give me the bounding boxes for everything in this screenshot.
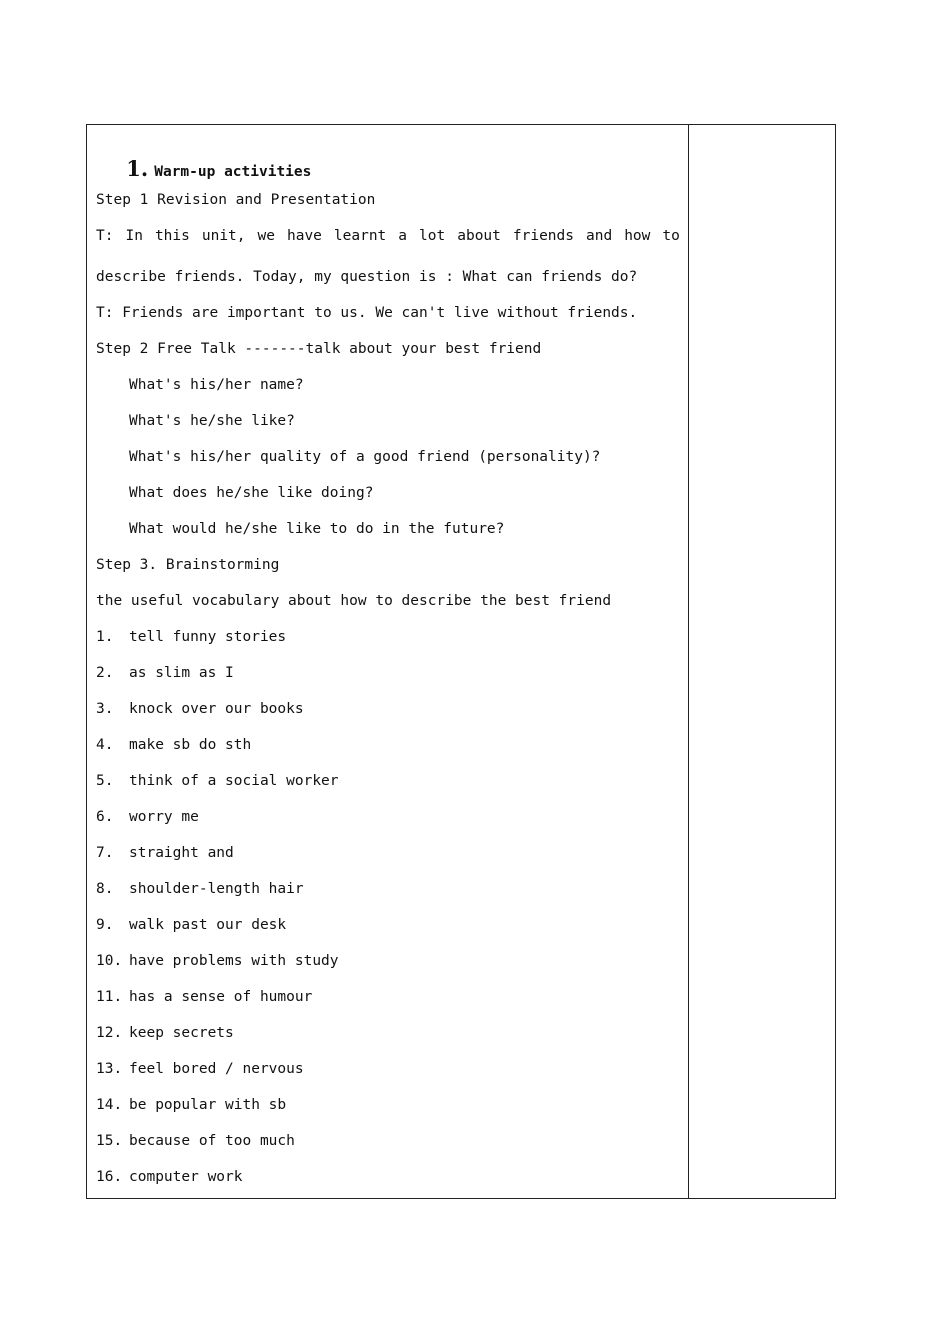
word: lot (419, 228, 446, 244)
word: friends (512, 228, 574, 244)
section-number: 1. (126, 156, 149, 181)
step3-intro: the useful vocabulary about how to describe the best friend (96, 593, 612, 609)
question-item: What's his/her quality of a good friend (personality)? (129, 449, 601, 465)
vocab-item: 14. be popular with sb (96, 1097, 287, 1113)
question-item: What's his/her name? (129, 377, 304, 393)
question-item: What does he/she like doing? (129, 485, 374, 501)
vocab-item: 1. tell funny stories (96, 629, 287, 645)
vocab-item: 10. have problems with study (96, 953, 339, 969)
step1-teacher-line-2: describe friends. Today, my question is : What can friends do? (96, 269, 638, 285)
vocab-item: 4. make sb do sth (96, 737, 252, 753)
step1-teacher-line-3: T: Friends are important to us. We can't live without friends. (96, 305, 638, 321)
vocab-item: 15. because of too much (96, 1133, 295, 1149)
vocab-item: 6. worry me (96, 809, 199, 825)
word: have (286, 228, 322, 244)
lesson-table (86, 124, 836, 1199)
question-item: What's he/she like? (129, 413, 295, 429)
vocab-item: 8. shoulder-length hair (96, 881, 304, 897)
word: a (398, 228, 408, 244)
word: and (586, 228, 613, 244)
vocab-item: 13. feel bored / nervous (96, 1061, 304, 1077)
word: In (125, 228, 143, 244)
vocab-item: 7. straight and (96, 845, 234, 861)
vocab-item: 9. walk past our desk (96, 917, 287, 933)
word: learnt (333, 228, 387, 244)
vocab-item: 3. knock over our books (96, 701, 304, 717)
word: unit, (201, 228, 246, 244)
section-title: Warm-up activities (154, 164, 312, 180)
word: how (624, 228, 651, 244)
word: to (662, 228, 680, 244)
vocab-item: 5. think of a social worker (96, 773, 339, 789)
word: T: (96, 228, 114, 244)
question-item: What would he/she like to do in the future? (129, 521, 505, 537)
vocab-item: 12. keep secrets (96, 1025, 234, 1041)
word: this (154, 228, 190, 244)
vocab-item: 16. computer work (96, 1169, 243, 1185)
step1-title: Step 1 Revision and Presentation (96, 192, 376, 208)
vocab-item: 2. as slim as I (96, 665, 234, 681)
step3-title: Step 3. Brainstorming (96, 557, 280, 573)
notes-cell (689, 125, 835, 1198)
step1-teacher-line-1 (96, 226, 680, 246)
word: about (457, 228, 501, 244)
word: we (257, 228, 275, 244)
step2-title: Step 2 Free Talk -------talk about your best friend (96, 341, 542, 357)
vocab-item: 11. has a sense of humour (96, 989, 313, 1005)
